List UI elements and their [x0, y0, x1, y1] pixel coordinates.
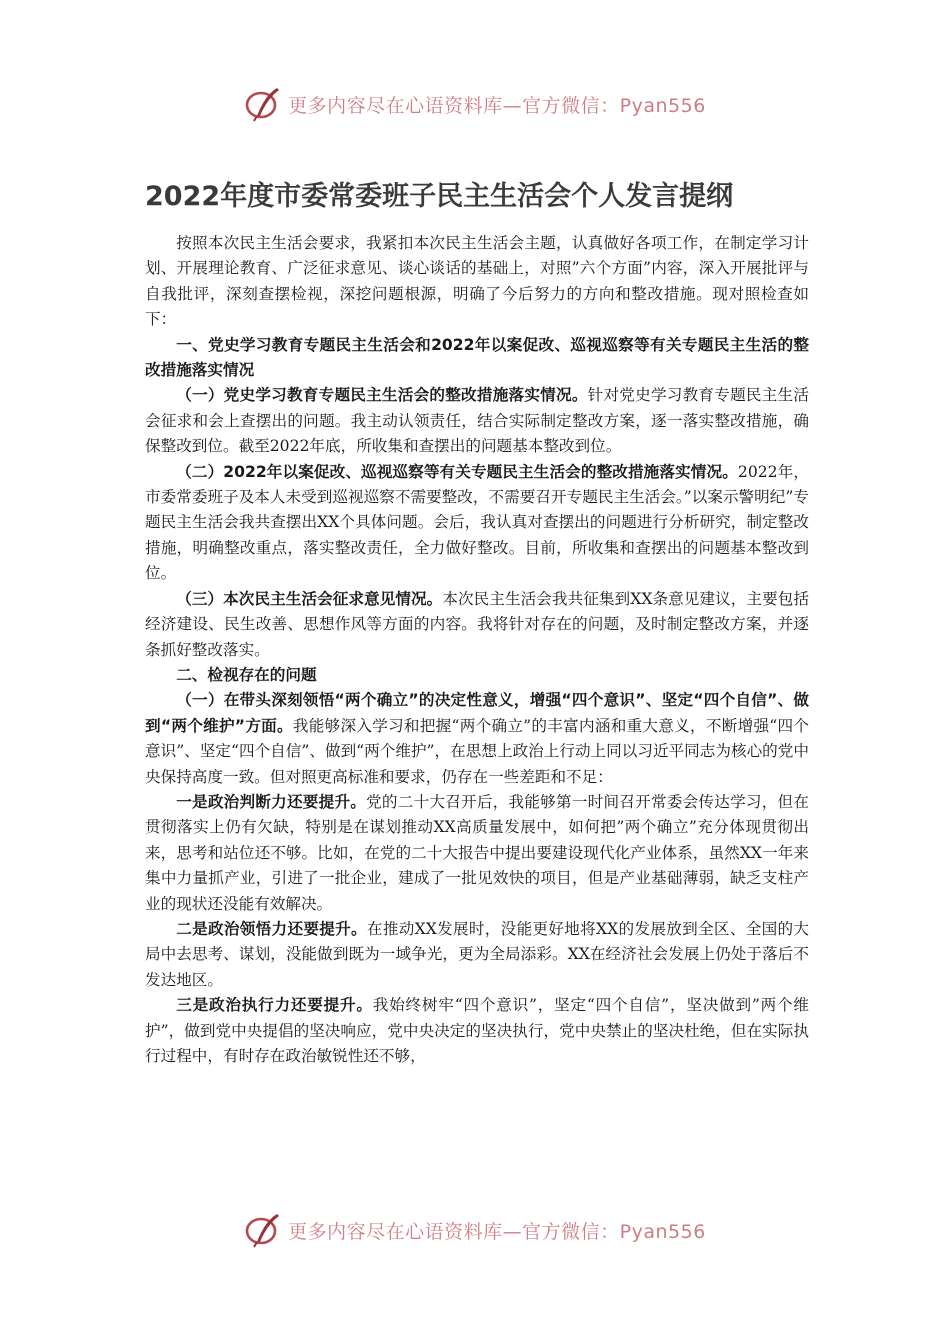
paragraph-text: 党的二十大召开后，我能够第一时间召开常委会传达学习，但在贯彻落实上仍有欠缺，特别是在谋划推动XX高质量发展中，如何把”两个确立”充分体现贯彻出来，思考和站位还不够。比如，在党的二十大报告中提出要建设现代化产业体系，虽然XX一年来集中力量抓产业，引进了一批企业，建成了一批见效快的项目，但是产业基础薄弱，缺乏支柱产业的现状还没能有效解决。 [145, 792, 809, 913]
paragraph-text: 我始终树牢“四个意识”，坚定“四个自信”，坚决做到”两个维护”，做到党中央提倡的坚决响应，党中央决定的坚决执行，党中央禁止的坚决杜绝，但在实际执行过程中，有时存在政治敏锐性还不够， [145, 996, 809, 1065]
paragraph-heading: 一、党史学习教育专题民主生活会和2022年以案促改、巡视巡察等有关专题民主生活的整改措施落实情况 [145, 335, 809, 380]
paragraph-heading: （三）本次民主生活会征求意见情况。 [176, 589, 443, 608]
quill-pen-circle-icon [244, 1210, 284, 1250]
quill-pen-circle-icon [244, 84, 284, 124]
document-body [145, 231, 809, 1069]
paragraph [145, 917, 809, 993]
paragraph-heading: 一是政治判断力还要提升。 [176, 792, 367, 811]
paragraph-heading: （一）党史学习教育专题民主生活会的整改措施落实情况。 [176, 386, 588, 405]
paragraph [145, 333, 809, 384]
paragraph-text: 针对党史学习教育专题民主生活会征求和会上查摆出的问题。我主动认领责任，结合实际制定整改方案，逐一落实整改措施，确保整改到位。截至2022年底，所收集和查摆出的问题基本整改到位。 [145, 386, 809, 456]
paragraph-heading: （二）2022年以案促改、巡视巡察等有关专题民主生活会的整改措施落实情况。 [176, 462, 738, 481]
watermark-text: 更多内容尽在心语资料库—官方微信：Pyan556 [288, 1220, 706, 1243]
paragraph [145, 993, 809, 1069]
paragraph [145, 460, 809, 587]
paragraph [145, 383, 809, 459]
paragraph [145, 587, 809, 663]
paragraph-text: 本次民主生活会我共征集到XX条意见建议，主要包括经济建设、民生改善、思想作风等方面的内容。我将针对存在的问题，及时制定整改方案，并逐条抓好整改落实。 [145, 589, 809, 659]
paragraph [145, 790, 809, 917]
paragraph-text: 我能够深入学习和把握“两个确立”的丰富内涵和重大意义，不断增强“四个意识”、坚定“四个自信”、做到“两个维护”，在思想上政治上行动上同以习近平同志为核心的党中央保持高度一致。但对照更高标准和要求，仍存在一些差距和不足： [145, 716, 809, 786]
paragraph-text: 在推动XX发展时，没能更好地将XX的发展放到全区、全国的大局中去思考、谋划，没能做到既为一域争光，更为全局添彩。XX在经济社会发展上仍处于落后不发达地区。 [145, 919, 809, 989]
paragraph-heading: （一）在带头深刻领悟“两个确立”的决定性意义，增强“四个意识”、坚定“四个自信”、做到“两个维护”方面。 [145, 691, 809, 735]
paragraph [145, 231, 809, 333]
paragraph-heading: 二是政治领悟力还要提升。 [176, 919, 367, 938]
paragraph-text: 2022年，市委常委班子及本人未受到巡视巡察不需要整改，不需要召开专题民主生活会。”以案示警明纪”专题民主生活会我共查摆出XX个具体问题。会后，我认真对查摆出的问题进行分析研究，制定整改措施，明确整改重点，落实整改责任，全力做好整改。目前，所收集和查摆出的问题基本整改到位。 [145, 462, 809, 583]
paragraph-heading: 三是政治执行力还要提升。 [176, 996, 373, 1015]
paragraph [145, 663, 809, 688]
paragraph-heading: 二、检视存在的问题 [176, 665, 317, 684]
watermark-text: 更多内容尽在心语资料库—官方微信：Pyan556 [288, 94, 706, 117]
watermark-banner-bottom [0, 1208, 950, 1252]
document-title: 2022年度市委常委班子民主生活会个人发言提纲 [145, 181, 734, 212]
paragraph [145, 688, 809, 790]
paragraph-text: 按照本次民主生活会要求，我紧扣本次民主生活会主题，认真做好各项工作，在制定学习计划、开展理论教育、广泛征求意见、谈心谈话的基础上，对照”六个方面”内容，深入开展批评与自我批评，深刻查摆检视，深挖问题根源，明确了今后努力的方向和整改措施。现对照检查如下： [145, 234, 809, 329]
watermark-banner-top [0, 82, 950, 126]
